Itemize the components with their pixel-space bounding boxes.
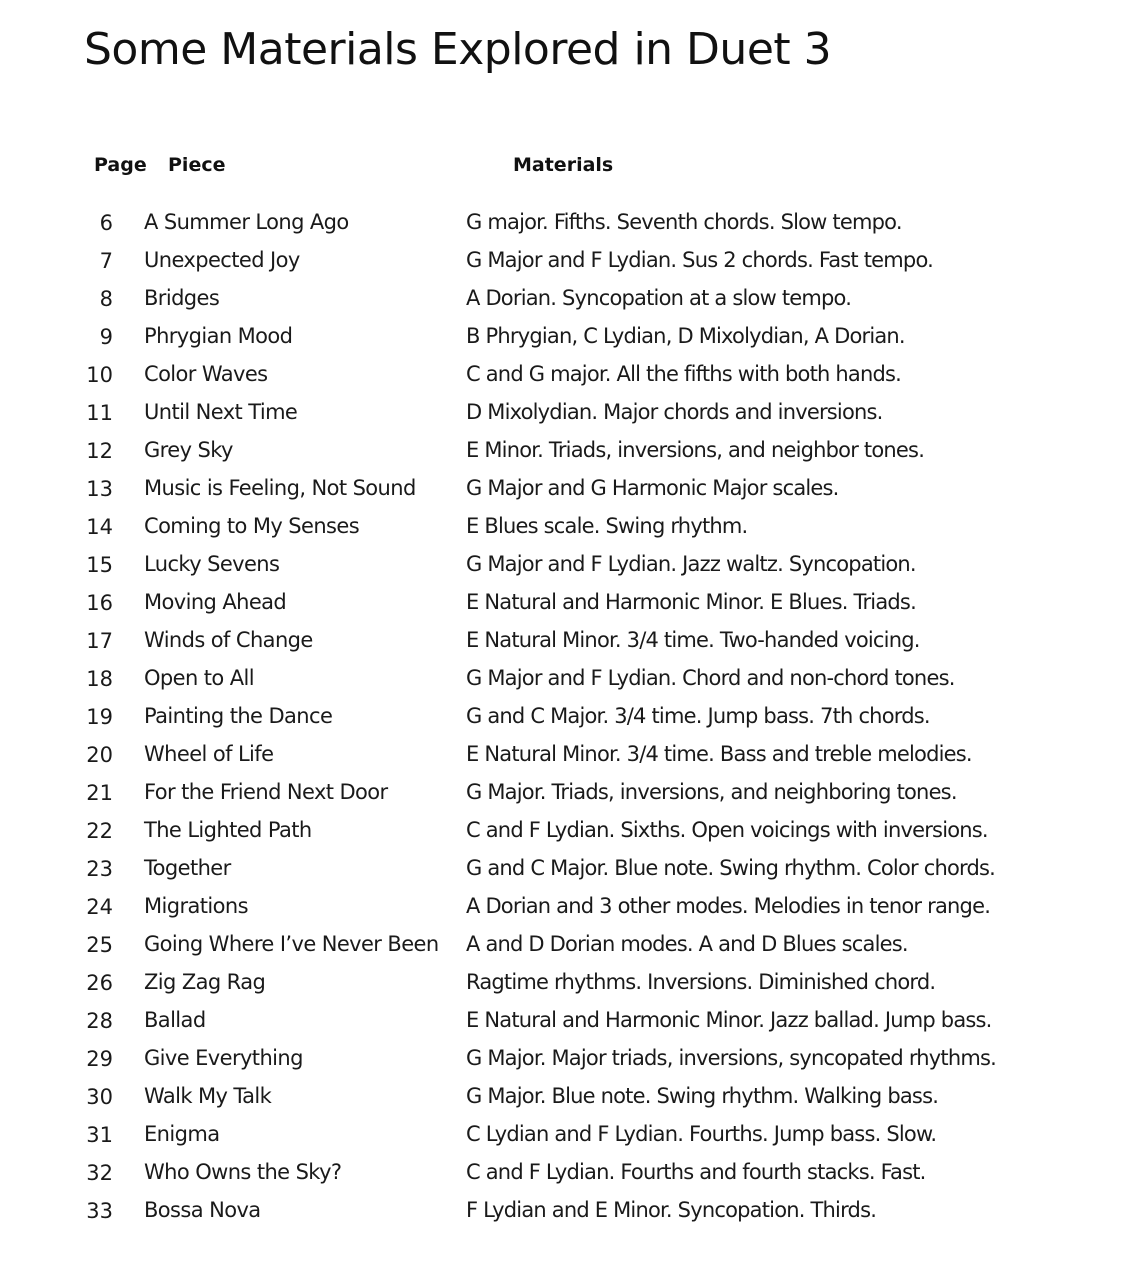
piece-title: Wheel of Life <box>144 742 274 766</box>
page-number: 18 <box>86 667 113 691</box>
page-number: 10 <box>86 363 113 387</box>
piece-title: Coming to My Senses <box>144 514 360 538</box>
materials-description: G Major and F Lydian. Chord and non-chord tones. <box>466 666 955 690</box>
materials-description: C Lydian and F Lydian. Fourths. Jump bass. Slow. <box>466 1122 937 1146</box>
materials-description: G and C Major. Blue note. Swing rhythm. Color chords. <box>466 856 996 880</box>
page-number: 21 <box>86 781 113 805</box>
table-row <box>0 507 1148 545</box>
piece-title: Ballad <box>144 1008 206 1032</box>
page-number: 8 <box>99 287 113 311</box>
piece-title: Who Owns the Sky? <box>144 1160 342 1184</box>
page-number: 11 <box>86 401 113 425</box>
page-number: 17 <box>86 629 113 653</box>
piece-title: Color Waves <box>144 362 268 386</box>
piece-title: Grey Sky <box>144 438 233 462</box>
page-number: 29 <box>86 1047 113 1071</box>
table-row <box>0 1039 1148 1077</box>
piece-title: Walk My Talk <box>144 1084 272 1108</box>
table-row <box>0 697 1148 735</box>
materials-description: G Major. Triads, inversions, and neighboring tones. <box>466 780 957 804</box>
table-row <box>0 431 1148 469</box>
piece-title: Winds of Change <box>144 628 313 652</box>
page-number: 32 <box>86 1161 113 1185</box>
materials-description: G Major. Blue note. Swing rhythm. Walking bass. <box>466 1084 939 1108</box>
page-number: 28 <box>86 1009 113 1033</box>
piece-title: Music is Feeling, Not Sound <box>144 476 416 500</box>
table-row <box>0 1153 1148 1191</box>
table-row <box>0 849 1148 887</box>
materials-description: D Mixolydian. Major chords and inversions. <box>466 400 883 424</box>
piece-title: Painting the Dance <box>144 704 333 728</box>
materials-description: G Major and F Lydian. Sus 2 chords. Fast tempo. <box>466 248 934 272</box>
materials-description: E Natural and Harmonic Minor. E Blues. Triads. <box>466 590 916 614</box>
piece-title: A Summer Long Ago <box>144 210 349 234</box>
page-number: 9 <box>99 325 113 349</box>
piece-title: Phrygian Mood <box>144 324 293 348</box>
materials-description: C and F Lydian. Sixths. Open voicings with inversions. <box>466 818 988 842</box>
materials-description: A and D Dorian modes. A and D Blues scales. <box>466 932 908 956</box>
table-row <box>0 1001 1148 1039</box>
materials-description: G Major. Major triads, inversions, syncopated rhythms. <box>466 1046 997 1070</box>
table-row <box>0 1191 1148 1229</box>
table-row <box>0 1115 1148 1153</box>
column-header-materials: Materials <box>513 154 614 176</box>
materials-description: A Dorian and 3 other modes. Melodies in tenor range. <box>466 894 991 918</box>
table-row <box>0 241 1148 279</box>
table-row <box>0 925 1148 963</box>
table-row <box>0 1077 1148 1115</box>
piece-title: Migrations <box>144 894 248 918</box>
materials-description: E Blues scale. Swing rhythm. <box>466 514 748 538</box>
page-number: 14 <box>86 515 113 539</box>
materials-description: C and F Lydian. Fourths and fourth stacks. Fast. <box>466 1160 926 1184</box>
piece-title: Unexpected Joy <box>144 248 300 272</box>
page-number: 23 <box>86 857 113 881</box>
page-number: 19 <box>86 705 113 729</box>
materials-description: A Dorian. Syncopation at a slow tempo. <box>466 286 852 310</box>
page-title: Some Materials Explored in Duet 3 <box>84 24 832 75</box>
page-number: 25 <box>86 933 113 957</box>
page-number: 26 <box>86 971 113 995</box>
page-number: 6 <box>99 211 113 235</box>
piece-title: Open to All <box>144 666 254 690</box>
table-row <box>0 811 1148 849</box>
table-row <box>0 317 1148 355</box>
piece-title: Zig Zag Rag <box>144 970 266 994</box>
piece-title: Going Where I’ve Never Been <box>144 932 439 956</box>
piece-title: Lucky Sevens <box>144 552 280 576</box>
table-row <box>0 203 1148 241</box>
table-row <box>0 355 1148 393</box>
table-row <box>0 963 1148 1001</box>
piece-title: Until Next Time <box>144 400 298 424</box>
table-row <box>0 469 1148 507</box>
materials-description: E Natural Minor. 3/4 time. Bass and treble melodies. <box>466 742 972 766</box>
page-number: 22 <box>86 819 113 843</box>
page-number: 13 <box>86 477 113 501</box>
page-number: 33 <box>86 1199 113 1223</box>
materials-description: G major. Fifths. Seventh chords. Slow tempo. <box>466 210 902 234</box>
materials-description: E Natural Minor. 3/4 time. Two-handed voicing. <box>466 628 920 652</box>
page-number: 31 <box>86 1123 113 1147</box>
table-row <box>0 393 1148 431</box>
table-row <box>0 773 1148 811</box>
piece-title: Bridges <box>144 286 220 310</box>
materials-description: C and G major. All the fifths with both hands. <box>466 362 902 386</box>
materials-description: F Lydian and E Minor. Syncopation. Thirds. <box>466 1198 877 1222</box>
table-row <box>0 279 1148 317</box>
page-number: 30 <box>86 1085 113 1109</box>
table-row <box>0 887 1148 925</box>
page-number: 12 <box>86 439 113 463</box>
page-number: 15 <box>86 553 113 577</box>
piece-title: For the Friend Next Door <box>144 780 388 804</box>
table-row <box>0 583 1148 621</box>
materials-description: Ragtime rhythms. Inversions. Diminished chord. <box>466 970 936 994</box>
materials-description: G Major and F Lydian. Jazz waltz. Syncopation. <box>466 552 916 576</box>
materials-description: G and C Major. 3/4 time. Jump bass. 7th chords. <box>466 704 930 728</box>
materials-description: B Phrygian, C Lydian, D Mixolydian, A Dorian. <box>466 324 905 348</box>
table-row <box>0 621 1148 659</box>
page-number: 20 <box>86 743 113 767</box>
piece-title: The Lighted Path <box>144 818 312 842</box>
table-row <box>0 545 1148 583</box>
materials-description: G Major and G Harmonic Major scales. <box>466 476 839 500</box>
piece-title: Bossa Nova <box>144 1198 261 1222</box>
piece-title: Enigma <box>144 1122 220 1146</box>
page-number: 7 <box>99 249 113 273</box>
materials-description: E Minor. Triads, inversions, and neighbor tones. <box>466 438 925 462</box>
column-header-piece: Piece <box>168 154 226 176</box>
materials-table <box>0 203 1148 1229</box>
piece-title: Together <box>144 856 231 880</box>
materials-description: E Natural and Harmonic Minor. Jazz ballad. Jump bass. <box>466 1008 992 1032</box>
page-number: 24 <box>86 895 113 919</box>
piece-title: Moving Ahead <box>144 590 287 614</box>
page-number: 16 <box>86 591 113 615</box>
table-row <box>0 659 1148 697</box>
table-row <box>0 735 1148 773</box>
piece-title: Give Everything <box>144 1046 303 1070</box>
column-header-page: Page <box>94 154 147 176</box>
